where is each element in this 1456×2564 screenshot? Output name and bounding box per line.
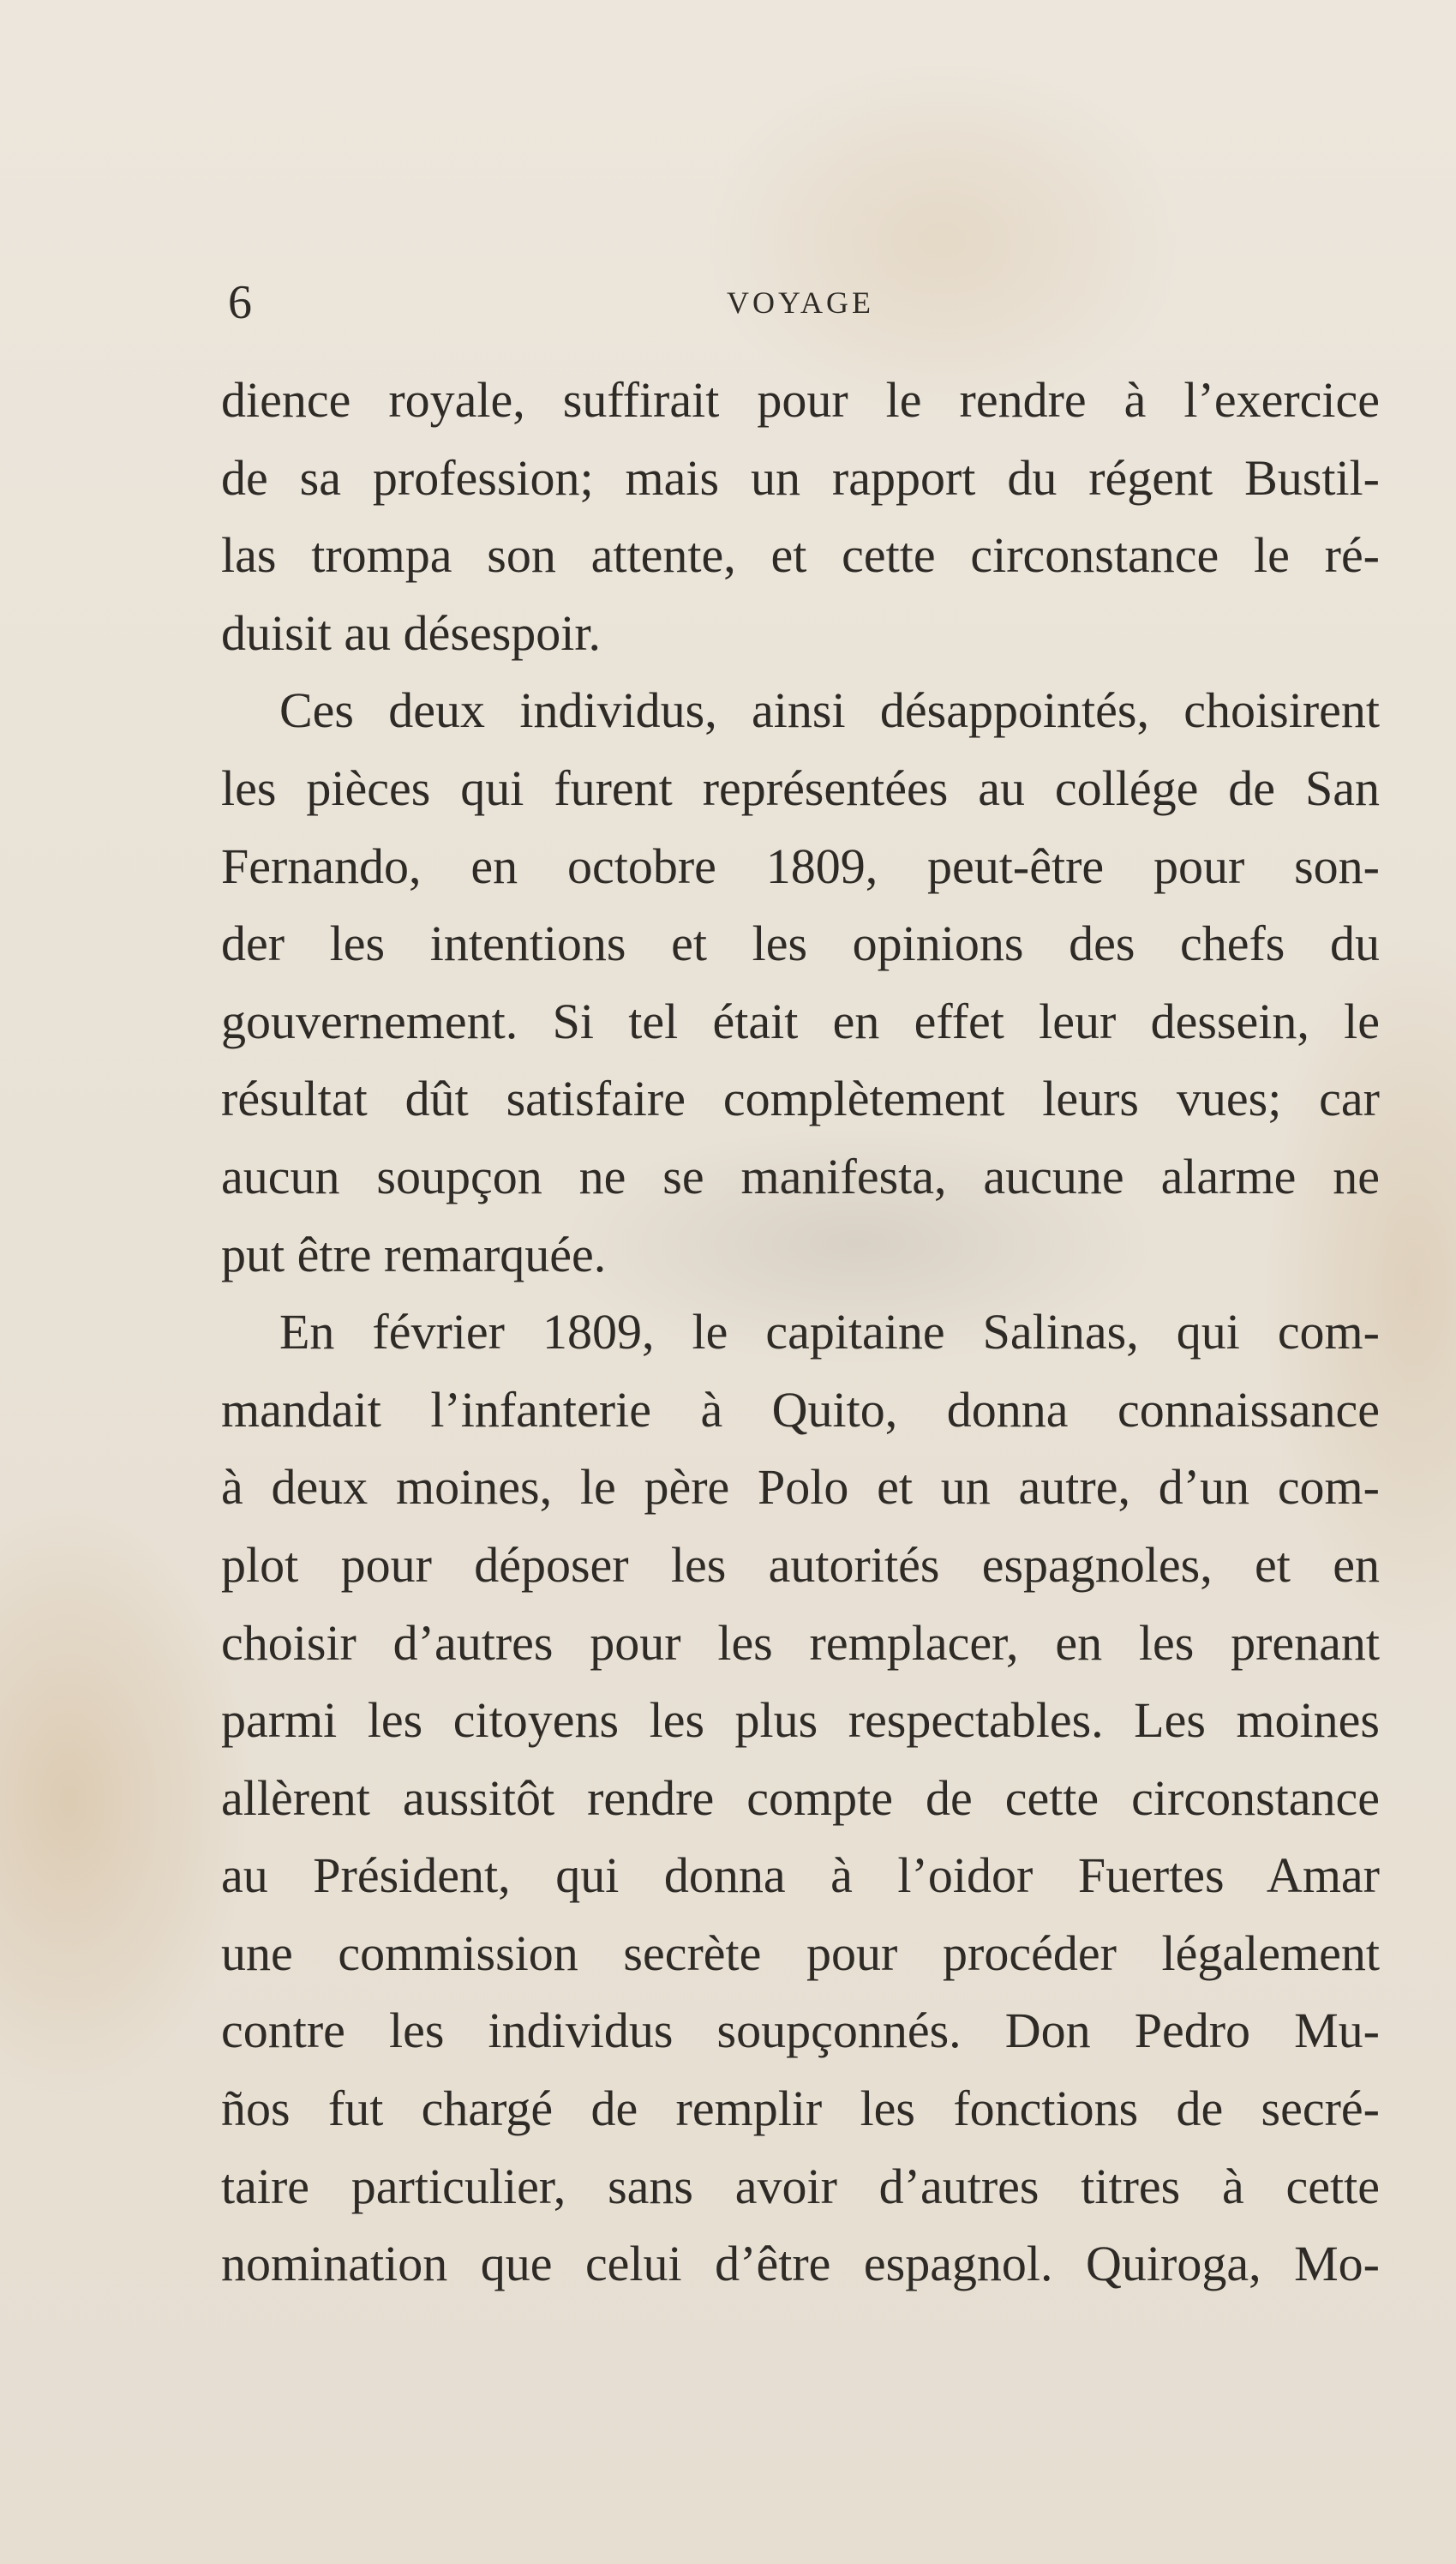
text-line: parmi les citoyens les plus respectables. Les moines [221, 1692, 1380, 1749]
text-line: Fernando, en octobre 1809, peut-être pour son- [221, 838, 1380, 894]
text-line: put être remarquée. [221, 1226, 607, 1282]
page-header [221, 273, 1380, 333]
text-line: allèrent aussitôt rendre compte de cette circonstance [221, 1769, 1380, 1826]
running-title: VOYAGE [727, 285, 874, 320]
text-line: gouvernement. Si tel était en effet leur dessein, le [221, 993, 1380, 1049]
text-line: Ces deux individus, ainsi désappointés, choisirent [279, 682, 1380, 739]
text-line: à deux moines, le père Polo et un autre, d’un com- [221, 1459, 1380, 1516]
text-line: contre les individus soupçonnés. Don Pedro Mu- [221, 2003, 1380, 2059]
text-line: mandait l’infanterie à Quito, donna connaissance [221, 1381, 1380, 1438]
text-line: dience royale, suffirait pour le rendre à l’exercice [221, 372, 1380, 428]
text-line: de sa profession; mais un rapport du régent Bustil- [221, 449, 1380, 506]
text-line: taire particulier, sans avoir d’autres titres à cette [221, 2158, 1380, 2214]
text-line: au Président, qui donna à l’oidor Fuertes Amar [221, 1847, 1380, 1904]
text-line: une commission secrète pour procéder légalement [221, 1925, 1380, 1981]
text-line: ños fut chargé de remplir les fonctions de secré- [221, 2081, 1380, 2137]
text-line: aucun soupçon ne se manifesta, aucune alarme ne [221, 1148, 1380, 1204]
page-body-text [221, 362, 1380, 2303]
text-line: En février 1809, le capitaine Salinas, qui com- [279, 1304, 1380, 1360]
text-line: plot pour déposer les autorités espagnoles, et en [221, 1536, 1380, 1593]
text-line: les pièces qui furent représentées au collége de San [221, 760, 1380, 816]
text-line: nomination que celui d’être espagnol. Quiroga, Mo- [221, 2236, 1380, 2292]
text-line: choisir d’autres pour les remplacer, en les prenant [221, 1614, 1380, 1671]
text-line: résultat dût satisfaire complètement leurs vues; car [221, 1071, 1380, 1127]
text-line: las trompa son attente, et cette circonstance le ré- [221, 527, 1380, 584]
page-number: 6 [228, 276, 252, 329]
text-line: duisit au désespoir. [221, 604, 602, 661]
text-line: der les intentions et les opinions des chefs du [221, 916, 1380, 972]
